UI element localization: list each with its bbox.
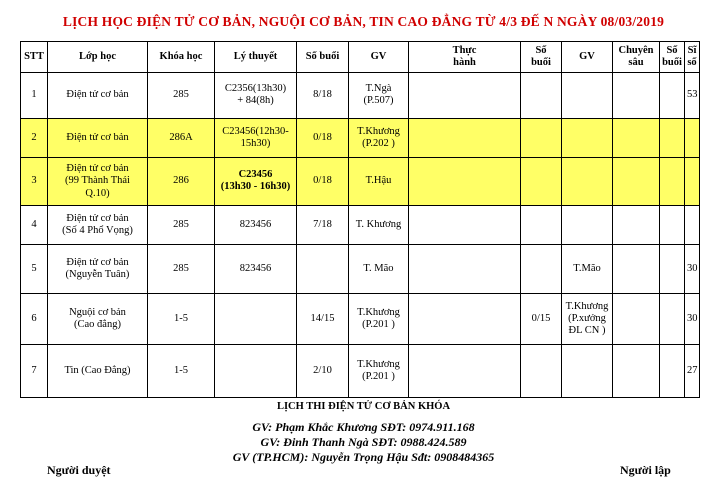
cell-so-buoi-3 [660,344,685,397]
cell-gv-2-line: T.Khương [565,300,609,312]
cell-ly-thuyet [215,294,297,345]
cell-so-buoi-3 [660,294,685,345]
cell-stt: 2 [21,118,48,157]
cell-thuc-hanh [409,206,521,245]
table-row [21,245,700,294]
cell-lop-hoc-line: Điện tử cơ bản [66,213,129,225]
cell-gv-line: T.Khương [357,125,400,137]
cell-gv-2 [562,294,613,345]
cell-ly-thuyet-line: + 84(8h) [237,95,274,107]
cell-gv-2 [562,118,613,157]
cell-lop-hoc-line: Điện tử cơ bản [66,131,129,143]
cell-so-buoi-3 [660,206,685,245]
cell-lop-hoc [48,344,148,397]
cell-stt: 3 [21,157,48,206]
cell-ly-thuyet [215,118,297,157]
cell-ly-thuyet-line: C23456 [238,169,273,181]
cell-ly-thuyet-line: 15h30) [240,137,271,149]
header-so-buoi-3-line1: Số [666,44,678,56]
cell-lop-hoc-line: Tin (Cao Đẳng) [64,364,131,376]
cell-lop-hoc [48,73,148,119]
cell-so-buoi [297,245,349,294]
approver-signature-label: Người duyệt [47,463,111,477]
schedule-table [20,41,700,398]
cell-gv-line: (P.201 ) [362,319,395,330]
cell-chuyen-sau [613,157,660,206]
cell-lop-hoc-line: Điện tử cơ bản [66,163,129,175]
cell-lop-hoc-line: Điện tử cơ bản [66,257,129,269]
cell-chuyen-sau [613,118,660,157]
header-ly-thuyet: Lý thuyết [215,42,297,73]
cell-thuc-hanh [409,344,521,397]
header-so-buoi: Số buổi [297,42,349,73]
cell-gv-2-line: T.Mão [573,263,601,275]
cell-thuc-hanh [409,245,521,294]
header-so-buoi-2-line2: buổi [531,57,551,68]
header-thuc-hanh-line2: hành [453,57,476,68]
cell-stt: 6 [21,294,48,345]
header-si-so [685,42,700,73]
creator-signature-label: Người lập [620,463,671,477]
cell-so-buoi: 7/18 [297,206,349,245]
cell-gv-2 [562,206,613,245]
table-row [21,157,700,206]
table-row [21,206,700,245]
cell-gv [349,157,409,206]
cell-gv-line: T.Hậu [365,175,392,187]
cell-gv [349,206,409,245]
header-so-buoi-3-line2: buổi [662,57,682,68]
table-row [21,294,700,345]
cell-si-so: 30 [685,294,700,345]
cell-gv-2 [562,344,613,397]
cell-so-buoi: 0/18 [297,157,349,206]
header-so-buoi-3 [660,42,685,73]
cell-ly-thuyet-line: C23456(12h30- [222,125,289,137]
cell-ly-thuyet [215,344,297,397]
cell-si-so [685,157,700,206]
cell-stt: 4 [21,206,48,245]
cell-si-so: 53 [685,73,700,119]
cell-so-buoi: 14/15 [297,294,349,345]
cell-so-buoi-3 [660,118,685,157]
header-chuyen-sau [613,42,660,73]
cell-gv-2-line: ĐL CN ) [568,325,606,337]
cell-lop-hoc [48,118,148,157]
header-chuyen-sau-line1: Chuyên [618,44,654,56]
cell-khoa-hoc: 285 [148,73,215,119]
cell-gv-line: T.Khương [357,306,400,318]
page-title: LỊCH HỌC ĐIỆN TỬ CƠ BẢN, NGUỘI CƠ BẢN, TIN CAO ĐẲNG TỪ 4/3 ĐẾ N NGÀY 08/03/2019 [62,14,665,29]
table-row [21,73,700,119]
cell-lop-hoc-line: Q.10) [85,187,110,199]
cell-so-buoi: 8/18 [297,73,349,119]
cell-gv-line: (P.507) [363,95,394,107]
cell-si-so: 30 [685,245,700,294]
header-stt: STT [21,42,48,73]
header-so-buoi-2-line1: Số [535,44,547,56]
header-khoa-hoc: Khóa học [148,42,215,73]
cell-ly-thuyet [215,245,297,294]
cell-gv [349,294,409,345]
cell-stt: 1 [21,73,48,119]
cell-thuc-hanh [409,118,521,157]
cell-chuyen-sau [613,73,660,119]
cell-ly-thuyet-line: (13h30 - 16h30) [220,181,291,193]
cell-so-buoi-2: 0/15 [521,294,562,345]
cell-so-buoi-3 [660,157,685,206]
header-so-buoi-2 [521,42,562,73]
cell-ly-thuyet-line: 823456 [239,263,272,275]
cell-ly-thuyet-line: 823456 [239,219,272,231]
cell-so-buoi-3 [660,245,685,294]
header-gv: GV [349,42,409,73]
cell-stt: 5 [21,245,48,294]
table-row [21,344,700,397]
cell-thuc-hanh [409,157,521,206]
header-row [21,42,700,73]
teacher-contact-3: GV (TP.HCM): Nguyễn Trọng Hậu Sđt: 0908484365 [232,450,495,464]
cell-so-buoi-2 [521,73,562,119]
cell-so-buoi-2 [521,118,562,157]
cell-gv [349,245,409,294]
cell-so-buoi: 2/10 [297,344,349,397]
header-si-so-line1: Sĩ [687,44,697,56]
cell-ly-thuyet-line: C2356(13h30) [224,83,287,95]
cell-khoa-hoc: 285 [148,206,215,245]
cell-khoa-hoc: 1-5 [148,344,215,397]
cell-khoa-hoc: 286 [148,157,215,206]
table-row [21,118,700,157]
cell-ly-thuyet [215,157,297,206]
header-lop-hoc: Lớp học [48,42,148,73]
cell-so-buoi-2 [521,206,562,245]
header-thuc-hanh-line1: Thực [452,44,477,56]
cell-thuc-hanh [409,73,521,119]
cell-khoa-hoc: 285 [148,245,215,294]
cell-si-so: 27 [685,344,700,397]
cell-gv-line: (P.201 ) [362,370,395,382]
header-si-so-line2: số [687,57,697,68]
cell-lop-hoc-line: (99 Thành Thái [65,175,130,187]
cell-lop-hoc-line: Nguội cơ bản [69,306,126,318]
teacher-contact-2: GV: Đinh Thanh Ngà SĐT: 0988.424.589 [260,435,467,449]
cell-gv-line: (P.202 ) [362,137,395,149]
header-gv-2: GV [562,42,613,73]
cell-gv [349,73,409,119]
cell-lop-hoc-line: (Cao đẳng) [74,319,121,330]
cell-so-buoi: 0/18 [297,118,349,157]
cell-lop-hoc [48,294,148,345]
cell-stt: 7 [21,344,48,397]
cell-chuyen-sau [613,245,660,294]
cell-gv [349,344,409,397]
cell-gv-line: T. Mão [363,263,394,275]
cell-chuyen-sau [613,206,660,245]
cell-si-so [685,118,700,157]
cell-gv-2-line: (P.xưởng [568,312,606,324]
header-thuc-hanh [409,42,521,73]
cell-lop-hoc-line: (Nguyễn Tuân) [65,269,130,281]
cell-lop-hoc [48,206,148,245]
cell-gv-2 [562,73,613,119]
cell-so-buoi-2 [521,344,562,397]
cell-ly-thuyet [215,73,297,119]
header-chuyen-sau-line2: sâu [628,57,644,68]
exam-schedule-heading: LỊCH THI ĐIỆN TỬ CƠ BẢN KHÓA [276,401,451,412]
cell-gv-line: T. Khương [355,219,402,231]
cell-gv-line: T.Khương [357,358,400,370]
cell-lop-hoc-line: Điện tử cơ bản [66,89,129,101]
cell-thuc-hanh [409,294,521,345]
cell-gv-2 [562,245,613,294]
cell-chuyen-sau [613,294,660,345]
cell-khoa-hoc: 1-5 [148,294,215,345]
cell-so-buoi-2 [521,245,562,294]
cell-so-buoi-3 [660,73,685,119]
cell-lop-hoc-line: (Số 4 Phổ Vọng) [62,225,133,237]
cell-ly-thuyet [215,206,297,245]
cell-chuyen-sau [613,344,660,397]
cell-gv-line: T.Ngà [365,83,392,95]
cell-khoa-hoc: 286A [148,118,215,157]
cell-gv-2 [562,157,613,206]
teacher-contact-1: GV: Phạm Khắc Khương SĐT: 0974.911.168 [252,420,475,434]
cell-lop-hoc [48,245,148,294]
cell-gv [349,118,409,157]
cell-so-buoi-2 [521,157,562,206]
cell-lop-hoc [48,157,148,206]
cell-si-so [685,206,700,245]
